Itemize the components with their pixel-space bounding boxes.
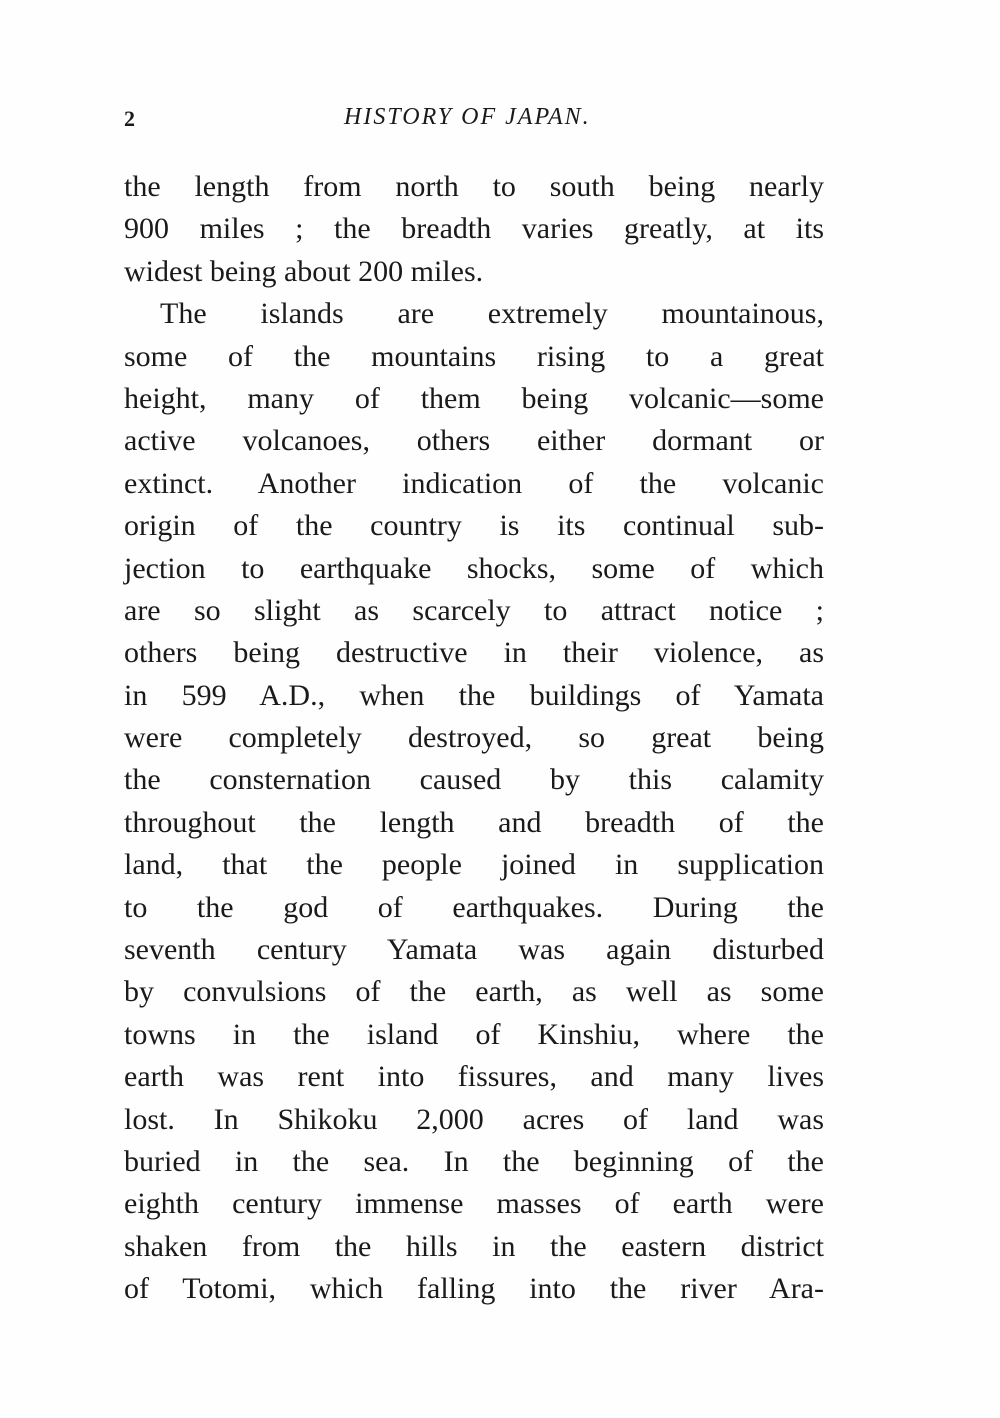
text-line: lost. In Shikoku 2,000 acres of land was	[124, 1102, 824, 1136]
text-line: others being destructive in their violence, as	[124, 636, 824, 670]
text-line: the length from north to south being nearly	[124, 170, 824, 203]
text-line: 900 miles ; the breadth varies greatly, at its	[124, 212, 824, 246]
text-line: The islands are extremely mountainous,	[160, 297, 824, 331]
text-line: are so slight as scarcely to attract notice ;	[124, 593, 824, 627]
text-line: earth was rent into fissures, and many lives	[124, 1060, 824, 1094]
text-line: in 599 A.D., when the buildings of Yamata	[124, 678, 824, 712]
text-line: eighth century immense masses of earth were	[124, 1187, 824, 1221]
page-number: 2	[124, 106, 135, 131]
text-line: towns in the island of Kinshiu, where the	[124, 1017, 824, 1051]
page-header	[124, 104, 824, 144]
text-line: jection to earthquake shocks, some of which	[124, 551, 824, 585]
text-line: by convulsions of the earth, as well as some	[124, 975, 824, 1009]
text-line: buried in the sea. In the beginning of the	[124, 1144, 824, 1178]
text-line: of Totomi, which falling into the river Ara-	[124, 1272, 824, 1306]
text-line: shaken from the hills in the eastern district	[124, 1229, 824, 1263]
text-line: were completely destroyed, so great being	[124, 721, 824, 755]
text-line: seventh century Yamata was again disturbed	[124, 933, 824, 967]
text-line: extinct. Another indication of the volcanic	[124, 466, 824, 500]
text-line: to the god of earthquakes. During the	[124, 890, 824, 924]
body-text	[124, 166, 824, 1311]
text-line: origin of the country is its continual sub-	[124, 509, 824, 543]
text-line: height, many of them being volcanic—some	[124, 381, 824, 415]
text-line: the consternation caused by this calamity	[124, 763, 824, 797]
text-line: some of the mountains rising to a great	[124, 339, 824, 373]
text-line: widest being about 200 miles.	[124, 254, 484, 288]
text-line: land, that the people joined in supplication	[124, 848, 824, 882]
running-title: HISTORY OF JAPAN.	[344, 104, 591, 130]
text-line: active volcanoes, others either dormant or	[124, 424, 824, 458]
text-line: throughout the length and breadth of the	[124, 805, 824, 839]
